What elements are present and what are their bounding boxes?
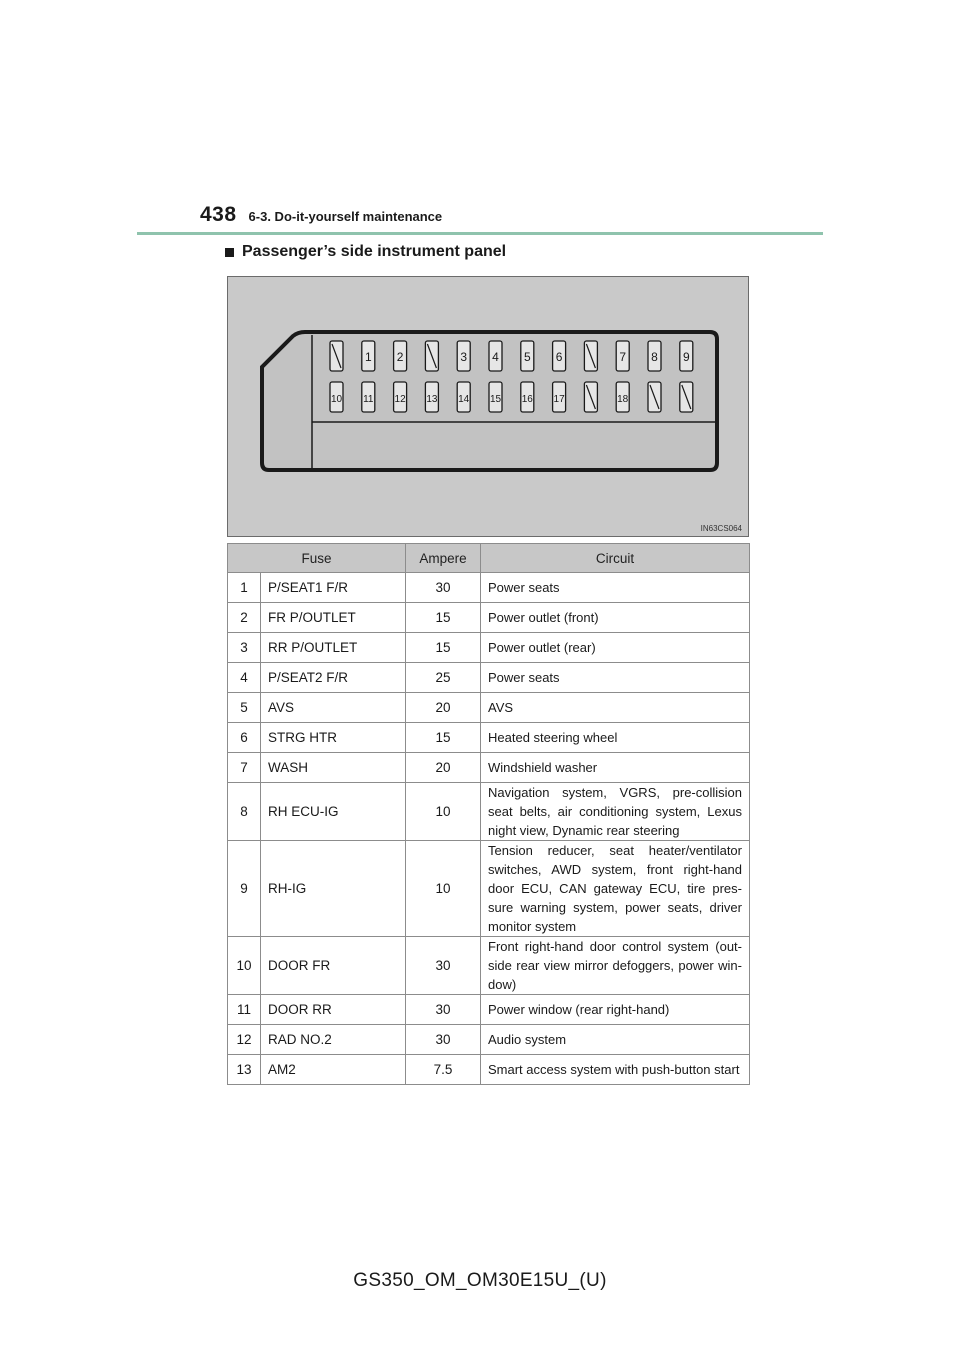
- fuse-number: 10: [228, 937, 261, 995]
- fuse-slot: [680, 341, 693, 371]
- fuse-ampere: 10: [406, 783, 481, 841]
- fuse-ampere: 30: [406, 573, 481, 603]
- fuse-slot-label: 1: [364, 350, 372, 364]
- fuse-circuit: Power outlet (rear): [481, 633, 750, 663]
- fuse-slot-label: 4: [492, 350, 499, 364]
- fuse-name: DOOR FR: [261, 937, 406, 995]
- fuse-name: STRG HTR: [261, 723, 406, 753]
- fuse-slot-label: 8: [651, 350, 658, 364]
- fuse-slot-label: 2: [396, 350, 404, 364]
- fuse-number: 11: [228, 995, 261, 1025]
- fuse-slot-label: 16: [521, 394, 533, 405]
- fuse-box-diagram: [227, 276, 749, 537]
- table-row: [228, 633, 750, 663]
- fuse-circuit: Power window (rear right-hand): [481, 995, 750, 1025]
- fuse-ampere: 30: [406, 1025, 481, 1055]
- fuse-name: WASH: [261, 753, 406, 783]
- fuse-circuit: Power outlet (front): [481, 603, 750, 633]
- bullet-square-icon: [225, 248, 234, 257]
- table-row: [228, 693, 750, 723]
- table-row: [228, 841, 750, 937]
- fuse-slot-label: 10: [330, 394, 343, 405]
- fuse-number: 5: [228, 693, 261, 723]
- fuse-circuit: Navigation system, VGRS, pre-collision seat belts, air conditioning system, Lexus night view, Dynamic rear steering: [481, 783, 750, 841]
- fuse-number: 7: [228, 753, 261, 783]
- fuse-ampere: 10: [406, 841, 481, 937]
- fuse-slot-empty: [425, 341, 438, 371]
- fuse-name: AVS: [261, 693, 406, 723]
- fuse-name: RR P/OUTLET: [261, 633, 406, 663]
- column-header-circuit: Circuit: [481, 544, 750, 573]
- fuse-slot: [394, 341, 407, 371]
- fuse-slot-empty: [680, 382, 693, 412]
- fuse-name: DOOR RR: [261, 995, 406, 1025]
- fuse-circuit: Heated steering wheel: [481, 723, 750, 753]
- table-header-row: [228, 544, 750, 573]
- fuse-number: 1: [228, 573, 261, 603]
- fuse-ampere: 25: [406, 663, 481, 693]
- fuse-number: 13: [228, 1055, 261, 1085]
- fuse-slot-empty: [584, 341, 597, 371]
- fuse-circuit: Power seats: [481, 573, 750, 603]
- subheading: [225, 243, 506, 261]
- fuse-slot: [521, 382, 534, 412]
- fuse-slot-label: 3: [460, 350, 468, 364]
- fuse-slot: [362, 382, 375, 412]
- fuse-circuit: Power seats: [481, 663, 750, 693]
- fuse-ampere: 15: [406, 603, 481, 633]
- fuse-slot: [362, 341, 375, 371]
- fuse-slot-label: 13: [426, 394, 438, 405]
- subheading-text: Passenger’s side instrument panel: [242, 243, 507, 260]
- fuse-slot: [648, 341, 661, 371]
- figure-id: IN63CS064: [700, 524, 742, 533]
- fuse-circuit: AVS: [481, 693, 750, 723]
- fuse-name: RAD NO.2: [261, 1025, 406, 1055]
- fuse-name: AM2: [261, 1055, 406, 1085]
- fuse-slot: [425, 382, 438, 412]
- fuse-slot-label: 12: [394, 394, 406, 405]
- fuse-slot-empty: [648, 382, 661, 412]
- fuse-number: 9: [228, 841, 261, 937]
- fuse-slot: [553, 382, 566, 412]
- column-header-fuse: Fuse: [228, 544, 406, 573]
- fuse-slot-empty: [584, 382, 597, 412]
- fuse-circuit: Windshield washer: [481, 753, 750, 783]
- table-row: [228, 573, 750, 603]
- fuse-circuit: Audio system: [481, 1025, 750, 1055]
- fuse-number: 4: [228, 663, 261, 693]
- fuse-circuit: Smart access system with push-button start: [481, 1055, 750, 1085]
- fuse-slot-label: 15: [489, 394, 502, 405]
- table-row: [228, 753, 750, 783]
- fuse-slot: [616, 382, 629, 412]
- table-row: [228, 603, 750, 633]
- fuse-ampere: 15: [406, 633, 481, 663]
- fuse-name: P/SEAT2 F/R: [261, 663, 406, 693]
- fuse-ampere: 30: [406, 937, 481, 995]
- fuse-slot-empty: [330, 341, 343, 371]
- fuse-slot-label: 6: [555, 350, 563, 364]
- fuse-table: [227, 543, 750, 1085]
- fuse-slot-label: 7: [619, 350, 627, 364]
- table-row: [228, 723, 750, 753]
- table-row: [228, 663, 750, 693]
- fuse-name: P/SEAT1 F/R: [261, 573, 406, 603]
- page-header: [200, 203, 442, 227]
- fuse-slot-label: 9: [682, 350, 690, 364]
- fuse-slot-label: 5: [523, 350, 531, 364]
- page-number: 438: [200, 203, 237, 226]
- fuse-ampere: 20: [406, 753, 481, 783]
- fuse-slot: [489, 341, 502, 371]
- fuse-circuit: Tension reducer, seat heater/ventilator switches, AWD system, front right-hand door ECU, CAN gateway ECU, tire pres-sure warning system, power seats, driver monitor system: [481, 841, 750, 937]
- section-title: 6-3. Do-it-yourself maintenance: [248, 209, 443, 224]
- fuse-circuit: Front right-hand door control system (out-side rear view mirror defoggers, power win-dow): [481, 937, 750, 995]
- fuse-slot: [457, 382, 470, 412]
- fuse-slot: [457, 341, 470, 371]
- fuse-number: 3: [228, 633, 261, 663]
- fuse-slot: [489, 382, 502, 412]
- fuse-slot-label: 17: [553, 394, 565, 405]
- fuse-name: RH ECU-IG: [261, 783, 406, 841]
- fuse-slot-label: 11: [363, 394, 374, 405]
- fuse-slot: [553, 341, 566, 371]
- fuse-name: FR P/OUTLET: [261, 603, 406, 633]
- fuse-slot: [330, 382, 343, 412]
- table-row: [228, 995, 750, 1025]
- fuse-slot-label: 14: [458, 394, 470, 405]
- fuse-ampere: 7.5: [406, 1055, 481, 1085]
- fuse-number: 2: [228, 603, 261, 633]
- table-row: [228, 1055, 750, 1085]
- table-row: [228, 783, 750, 841]
- column-header-ampere: Ampere: [406, 544, 481, 573]
- fuse-ampere: 20: [406, 693, 481, 723]
- fuse-slot: [616, 341, 629, 371]
- fuse-number: 12: [228, 1025, 261, 1055]
- fuse-number: 6: [228, 723, 261, 753]
- footer-doc-code: GS350_OM_OM30E15U_(U): [353, 1270, 607, 1291]
- fuse-slot-label: 18: [617, 394, 629, 405]
- header-rule: [137, 232, 823, 235]
- fuse-ampere: 15: [406, 723, 481, 753]
- table-row: [228, 1025, 750, 1055]
- fuse-slot: [394, 382, 407, 412]
- fuse-number: 8: [228, 783, 261, 841]
- fuse-name: RH-IG: [261, 841, 406, 937]
- fuse-ampere: 30: [406, 995, 481, 1025]
- table-row: [228, 937, 750, 995]
- fuse-slot: [521, 341, 534, 371]
- fuse-box-illustration: [228, 277, 748, 536]
